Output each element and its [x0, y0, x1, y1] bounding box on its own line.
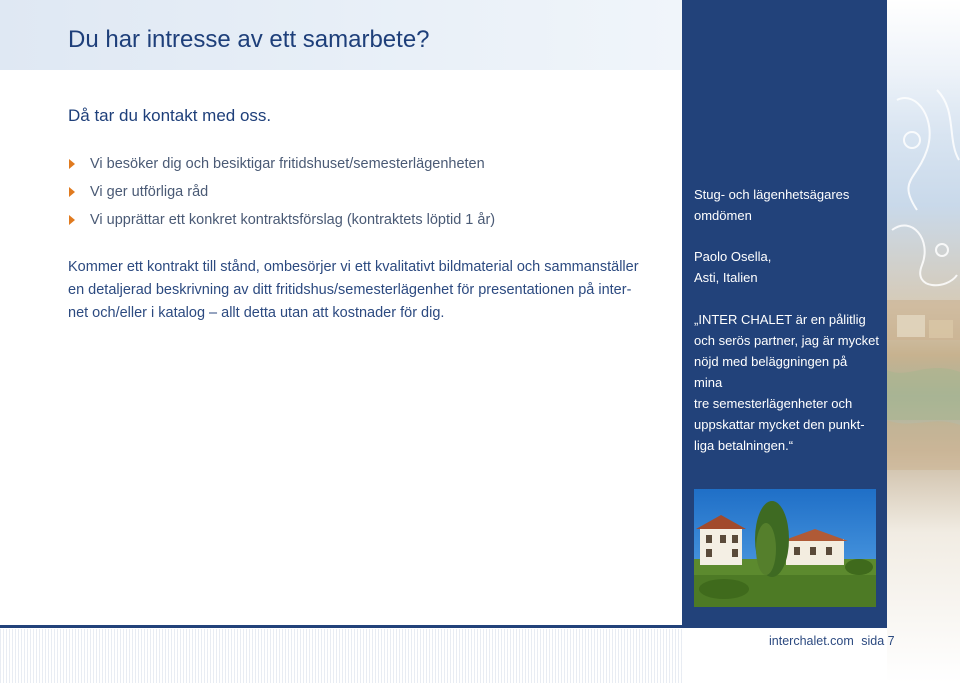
list-item-text: Vi ger utförliga råd: [90, 184, 209, 200]
list-item-text: Vi besöker dig och besiktigar fritidshuset/semesterlägenheten: [90, 156, 485, 172]
footer-page-number: sida 7: [861, 634, 895, 648]
footer-divider: [0, 625, 682, 628]
quote-line: „INTER CHALET är en pålitlig: [694, 312, 866, 327]
heading-line: Stug- och lägenhetsägares: [694, 187, 850, 202]
list-item: [68, 210, 495, 238]
testimonial-heading: [694, 184, 879, 226]
quote-line: nöjd med beläggningen på mina: [694, 354, 848, 390]
body-line: net och/eller i katalog – allt detta utan att kostnader för dig.: [68, 305, 445, 321]
house-photo: [694, 489, 876, 607]
quote-line: tre semesterlägenheter och: [694, 396, 853, 411]
list-item: [68, 182, 495, 210]
house-photo-image: [694, 489, 876, 607]
heading-line: omdömen: [694, 208, 752, 223]
floral-pattern-icon: [887, 0, 960, 683]
list-item: [68, 154, 495, 182]
decorative-pattern-strip: [887, 0, 960, 683]
author-location: Asti, Italien: [694, 270, 758, 285]
footer-info: [769, 634, 895, 648]
author-name: Paolo Osella,: [694, 249, 772, 264]
footer-site-link[interactable]: interchalet.com: [769, 634, 854, 648]
testimonial-author: [694, 246, 879, 288]
footer-hatch-pattern: [0, 629, 682, 683]
bullet-arrow-icon: [69, 159, 75, 169]
bullet-arrow-icon: [69, 215, 75, 225]
body-line: Kommer ett kontrakt till stånd, ombesörjer vi ett kvalitativt bildmaterial och sammanställer: [68, 259, 639, 275]
bullet-list: [68, 154, 495, 238]
bullet-arrow-icon: [69, 187, 75, 197]
page-title: Du har intresse av ett samarbete?: [68, 26, 430, 53]
body-line: en detaljerad beskrivning av ditt fritidshus/semesterlägenhet för presentationen på inter-: [68, 282, 632, 298]
list-item-text: Vi upprättar ett konkret kontraktsförslag (kontraktets löptid 1 år): [90, 212, 496, 228]
quote-line: och serös partner, jag är mycket: [694, 333, 879, 348]
quote-line: uppskattar mycket den punkt-: [694, 417, 865, 432]
testimonial-quote: [694, 309, 879, 456]
quote-line: liga betalningen.“: [694, 438, 794, 453]
body-paragraph: [68, 256, 668, 325]
contact-subtitle: Då tar du kontakt med oss.: [68, 106, 272, 125]
